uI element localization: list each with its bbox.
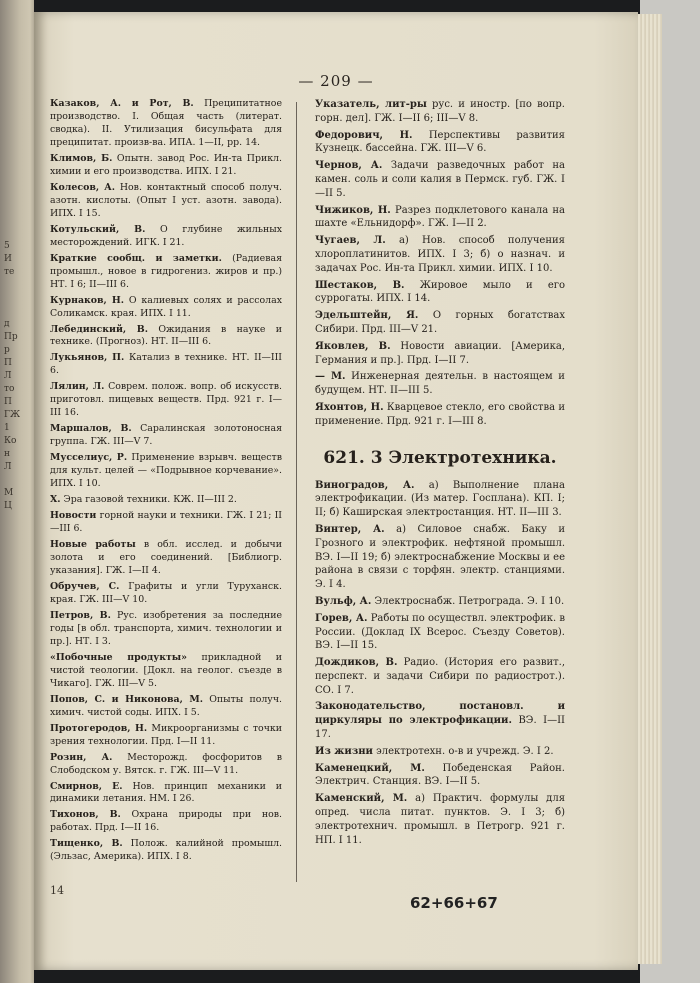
entry-author: Протогеродов, Н. xyxy=(50,722,148,734)
entry-author: Шестаков, В. xyxy=(315,279,405,291)
entry-author: Яхонтов, Н. xyxy=(315,401,384,413)
bibliography-entry xyxy=(50,452,282,491)
entry-text: Опытн. завод Рос. Ин-та Прикл. химии и его производства. ИПХ. I 21. xyxy=(50,152,282,177)
bibliography-entry xyxy=(50,539,282,578)
bibliography-entry xyxy=(50,352,282,378)
entry-author: Каменецкий, М. xyxy=(315,762,425,774)
entry-text: Полож. калийной промышл. (Эльзас, Америка). ИПХ. I 8. xyxy=(50,838,283,863)
entry-author: — М. xyxy=(315,371,346,383)
entry-author: Обручев, С. xyxy=(50,580,120,592)
entry-text: Месторожд. фосфоритов в Слободском у. Вятск. г. ГЖ. III—V 11. xyxy=(50,751,283,776)
adjacent-page xyxy=(0,0,34,983)
entry-author: Тищенко, В. xyxy=(50,838,123,850)
bibliography-entry xyxy=(315,370,565,398)
entry-author: Чернов, А. xyxy=(315,160,383,172)
entry-author: Винтер, А. xyxy=(315,523,385,535)
entry-author: Чижиков, Н. xyxy=(315,204,391,216)
bibliography-entry xyxy=(50,153,282,179)
entry-text: Нов. контактный способ получ. азотн. кислоты. (Опыт I уст. азотн. завода). ИПХ. I 15. xyxy=(50,181,282,219)
entry-text: Новости авиации. [Америка, Германия и пр.]. Прд. I—II 7. xyxy=(315,340,565,366)
page-number: — 209 — xyxy=(298,72,374,90)
bibliography-entry xyxy=(315,204,565,232)
entry-text: Микроорганизмы с точки зрения технологии. Прд. I—II 11. xyxy=(50,722,282,747)
bibliography-entry xyxy=(50,610,282,649)
entry-text: (Радиевая промышл., новое в гидрогениз. жиров и пр.) НТ. I 6; II—III 6. xyxy=(50,252,282,290)
entry-text: Соврем. полож. вопр. об искусств. приготовл. пищевых веществ. Прд. 921 г. I—III 16. xyxy=(50,381,282,419)
entry-author: X. xyxy=(50,494,61,506)
entry-author: Лялин, Л. xyxy=(50,381,105,393)
entry-author: Каменский, М. xyxy=(315,793,408,805)
bibliography-entry xyxy=(50,809,282,835)
entry-author: Смирнов, Е. xyxy=(50,780,123,792)
entry-text: Радио. (История его развит., перспект. и задачи Сибири по радиострот.). СО. I 7. xyxy=(315,657,566,696)
entry-author: Климов, Б. xyxy=(50,152,113,164)
bibliography-entry xyxy=(315,745,565,759)
bibliography-entry xyxy=(50,324,282,350)
entry-text: Саралинская золотоносная группа. ГЖ. III—V 7. xyxy=(50,423,283,448)
entry-author: Федорович, Н. xyxy=(315,129,413,141)
entry-author: Дождиков, В. xyxy=(315,657,398,669)
entry-text: Графиты и угли Туруханск. края. ГЖ. III—V 10. xyxy=(50,580,282,605)
bibliography-entry xyxy=(50,295,282,321)
entry-author: Чугаев, Л. xyxy=(315,235,386,247)
bibliography-entry xyxy=(315,401,565,429)
entry-author: Розин, А. xyxy=(50,751,113,763)
bibliography-entry xyxy=(50,182,282,221)
entry-author: Виноградов, А. xyxy=(315,479,415,491)
classification-numbers: 62+66+67 xyxy=(410,894,498,912)
bibliography-entry xyxy=(315,479,565,520)
bibliography-entry xyxy=(315,234,565,275)
electrotechnics-entries xyxy=(315,479,565,848)
entry-author: Указатель, лит-ры xyxy=(315,99,427,110)
bibliography-entry xyxy=(50,652,282,691)
left-column xyxy=(50,98,282,867)
entry-author: Маршалов, В. xyxy=(50,423,132,435)
bibliography-entry xyxy=(50,381,282,420)
entry-author: «Побочные продукты» xyxy=(50,651,188,663)
bibliography-entry xyxy=(315,279,565,307)
entry-text: рус. и иностр. [по вопр. горн. дел]. ГЖ. I—II 6; III—V 8. xyxy=(315,99,565,124)
entry-text: Опыты получ. химич. чистой соды. ИПХ. I 5. xyxy=(50,693,282,718)
entry-text: Катализ в технике. НТ. II—III 6. xyxy=(50,352,283,377)
bibliography-entry xyxy=(315,595,565,609)
bibliography-entry xyxy=(50,253,282,292)
bibliography-entry xyxy=(50,581,282,607)
entry-text: а) Практич. формулы для опред. числа питат. пунктов. Э. I 3; б) электротехнич. промышл. в Петрогр. 921 г. НП. I 11. xyxy=(315,793,565,846)
bibliography-entry xyxy=(50,694,282,720)
entry-author: Лебединский, В. xyxy=(50,323,148,335)
entry-text: электротехн. о-в и учрежд. Э. I 2. xyxy=(376,745,554,757)
bibliography-entry xyxy=(315,523,565,592)
bibliography-entry xyxy=(50,752,282,778)
entry-author: Из жизни xyxy=(315,745,373,757)
entry-author: Законодательство, постановл. и циркуляры по электрофикации. xyxy=(315,701,565,727)
entry-text: Преципитатное производство. I. Общая часть (литерат. сводка). II. Утилизация бисульфата для преципитат. произв-ва. ИПА. 1—II, рр. 14. xyxy=(50,98,282,148)
entry-text: Охрана природы при нов. работах. Прд. I—II 16. xyxy=(50,809,282,834)
bibliography-entry xyxy=(315,656,565,697)
entry-text: Применение взрывч. веществ для культ. целей — «Подрывное корчевание». ИПХ. I 10. xyxy=(50,452,283,490)
entry-text: Жировое мыло и его суррогаты. ИПХ. I 14. xyxy=(315,279,565,305)
entry-author: Эдельштейн, Я. xyxy=(315,310,419,322)
entry-text: Победенская Район. Электрич. Станция. ВЭ. I—II 5. xyxy=(315,762,565,788)
entry-text: прикладной и чистой теологии. [Докл. на геолог. съезде в Чикаго]. ГЖ. III—V 5. xyxy=(50,651,283,689)
entry-text: О глубине жильных месторождений. ИГК. I 21. xyxy=(50,223,282,248)
bibliography-entry xyxy=(315,700,565,741)
entry-author: Вульф, А. xyxy=(315,595,372,607)
bibliography-entry xyxy=(50,423,282,449)
right-column-entries xyxy=(315,98,565,429)
bibliography-entry xyxy=(315,129,565,157)
entry-text: Электроснабж. Петрограда. Э. I 10. xyxy=(374,595,565,607)
adjacent-page-text: 5 И те д Пр р П Л то П ГЖ 1 Ко н Л М Ц xyxy=(4,241,21,511)
entry-text: Разрез подклетового канала на шахте «Ельнидорф». ГЖ. I—II 2. xyxy=(315,204,566,230)
entry-author: Попов, С. и Никонова, М. xyxy=(50,693,204,705)
entry-text: Перспективы развития Кузнецк. бассейна. ГЖ. III—V 6. xyxy=(315,129,565,155)
bibliography-entry xyxy=(50,723,282,749)
entry-text: Кварцевое стекло, его свойства и применение. Прд. 921 г. I—III 8. xyxy=(315,401,566,427)
bibliography-entry xyxy=(50,98,282,150)
bibliography-entry xyxy=(50,781,282,807)
entry-author: Яковлев, В. xyxy=(315,340,391,352)
book-page xyxy=(34,12,638,970)
entry-text: а) Нов. способ получения хлороплатинитов. ИПХ. I 3; б) о назнач. и задачах Рос. Ин-та Прикл. химии. ИПХ. I 10. xyxy=(315,235,565,274)
bibliography-entry xyxy=(315,98,565,126)
entry-text: Инженерная деятельн. в настоящем и будущем. НТ. II—III 5. xyxy=(315,371,565,397)
entry-text: а) Выполнение плана электрофикации. (Из матер. Госплана). КП. I; II; б) Каширская электростанция. НТ. II—III 3. xyxy=(315,479,565,519)
entry-author: Лукьянов, П. xyxy=(50,352,125,364)
bibliography-entry xyxy=(315,612,565,653)
entry-author: Петров, В. xyxy=(50,609,111,621)
column-divider xyxy=(296,102,297,882)
right-column xyxy=(315,98,565,850)
entry-author: Курнаков, Н. xyxy=(50,294,125,306)
section-title: 621. 3 Электротехника. xyxy=(323,447,557,468)
entry-text: Ожидания в науке и технике. (Прогноз). НТ. II—III 6. xyxy=(50,323,282,348)
entry-text: Работы по осуществл. электрофик. в России. (Доклад IX Всерос. Съезду Советов). ВЭ. I—II 15. xyxy=(315,612,566,652)
bibliography-entry xyxy=(315,159,565,200)
entry-author: Мусселиус, Р. xyxy=(50,452,128,464)
entry-author: Новости xyxy=(50,510,97,522)
entry-text: Задачи разведочных работ на камен. соль и соли калия в Пермск. губ. ГЖ. I—II 5. xyxy=(315,160,566,199)
bibliography-entry xyxy=(315,762,565,790)
entry-text: О калиевых солях и рассолах Соликамск. края. ИПХ. I 11. xyxy=(50,294,283,319)
entry-author: Колесов, А. xyxy=(50,181,116,193)
entry-text: Рус. изобретения за последние годы [в обл. транспорта, химич. технологии и пр.]. НТ. I 3. xyxy=(50,609,283,647)
entry-text: в обл. исслед. и добычи золота и его соединений. [Библиогр. указания]. ГЖ. I—II 4. xyxy=(50,539,282,576)
entry-author: Горев, А. xyxy=(315,612,368,624)
entry-text: Нов. принцип механики и динамики летания. НМ. I 26. xyxy=(50,780,282,805)
entry-author: Краткие сообщ. и заметки. xyxy=(50,252,222,264)
bibliography-entry xyxy=(315,309,565,337)
entry-text: Эра газовой техники. КЖ. II—III 2. xyxy=(63,494,237,506)
bibliography-entry xyxy=(315,792,565,847)
entry-author: Новые работы xyxy=(50,539,136,551)
bibliography-entry xyxy=(50,510,282,536)
bibliography-entry xyxy=(50,224,282,250)
bibliography-entry xyxy=(50,838,282,864)
bibliography-entry xyxy=(315,340,565,368)
entry-text: а) Силовое снабж. Баку и Грозного и электрофик. нефтяной промышл. ВЭ. I—II 19; б) электроснабжение Москвы и ее района в связи с торфян. электр. станциями. Э. I 4. xyxy=(315,523,565,591)
entry-author: Тихонов, В. xyxy=(50,809,121,821)
entry-text: горной науки и техники. ГЖ. I 21; II—III 6. xyxy=(50,510,282,535)
bibliography-entry xyxy=(50,494,282,507)
entry-author: Казаков, А. и Рот, В. xyxy=(50,98,194,109)
entry-text: ВЭ. I—II 17. xyxy=(315,715,565,741)
entry-text: О горных богатствах Сибири. Прд. III—V 21. xyxy=(315,310,565,335)
entry-author: Котульский, В. xyxy=(50,223,146,235)
signature-mark: 14 xyxy=(50,884,64,897)
